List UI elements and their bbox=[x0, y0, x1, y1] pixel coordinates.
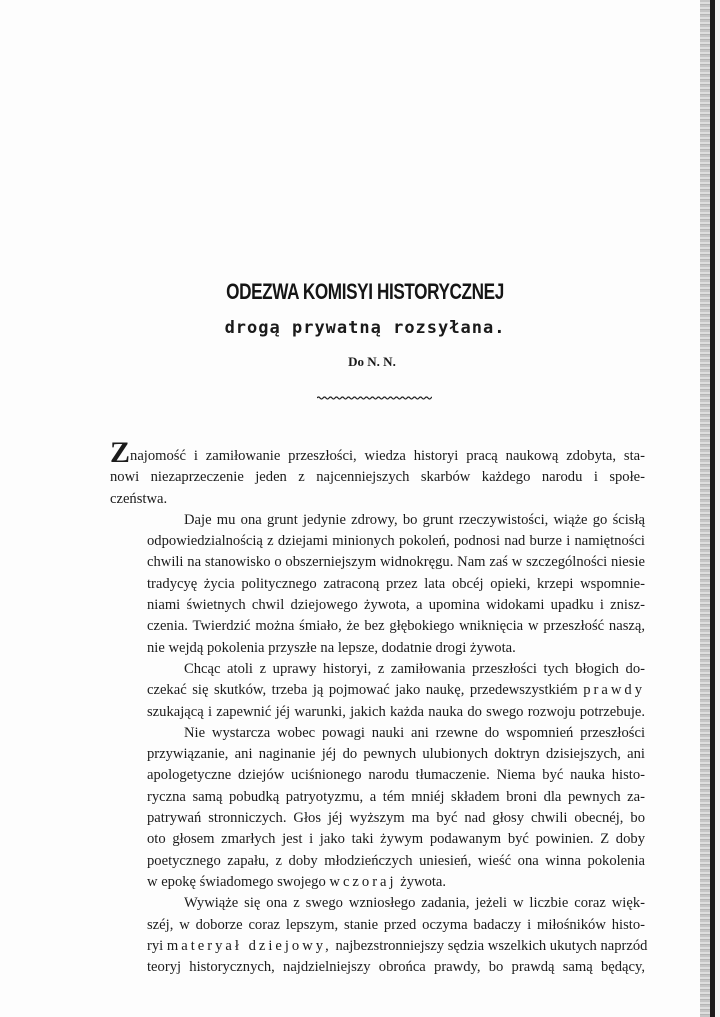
text-line: nie wejdą pokolenia przyszłe na lepsze, dodatnie drogi żywota. bbox=[147, 639, 516, 656]
text-line: patrywań stronniczych. Głos jéj wyższym ma być nad głosy chwili obecnéj, bo bbox=[147, 810, 645, 827]
text-line: odpowiedzialnością z dziejami minionych pokoleń, podnosi nad burze i namiętności bbox=[147, 533, 645, 550]
text-line: Wywiąże się ona z swego wzniosłego zadania, jeżeli w liczbie coraz więk- bbox=[184, 895, 645, 912]
text-line: w epokę świadomego swojego wczoraj żywota. bbox=[147, 873, 447, 890]
paragraph-1 bbox=[110, 436, 645, 510]
wavy-rule-path bbox=[317, 397, 432, 399]
text-line: chwili na stanowisko o obszerniejszym widnokręgu. Nam zaś w szczególności niesie bbox=[147, 554, 645, 571]
addressee-line: Do N. N. bbox=[348, 354, 396, 369]
document-subtitle: drogą prywatną rozsyłana. bbox=[224, 318, 506, 338]
text-line: niami świetnych chwil dziejowego żywota, a upomina widokami upadku i znisz- bbox=[147, 597, 645, 614]
text-line: Daje mu ona grunt jedynie zdrowy, bo grunt rzeczywistości, wiąże go ścisłą bbox=[184, 511, 645, 528]
wavy-rule-ornament bbox=[317, 393, 432, 403]
paragraph-4 bbox=[110, 723, 645, 893]
text-line: oto głosem zmarłych jest i jako taki żywym podawanym być powinien. Z doby bbox=[147, 831, 645, 848]
page-binding-edge bbox=[700, 0, 720, 1017]
text-line: ryi materyał dziejowy, najbezstronniejszy sędzia wszelkich ukutych naprzód bbox=[147, 937, 648, 954]
text-line: Nie wystarcza wobec powagi nauki ani rzewne do wspomnień przeszłości bbox=[184, 724, 645, 741]
edge-outer-margin bbox=[715, 0, 720, 1017]
text-line: Znajomość i zamiłowanie przeszłości, wiedza historyi pracą naukową zdobyta, sta- bbox=[110, 436, 645, 469]
text-line: szukającą i zapewnić jéj warunki, jakich każda nauka do swego rozwoju potrzebuje. bbox=[147, 703, 645, 720]
text-line: tradycyę życia politycznego zatraconą przez lata obcéj opieki, krzepi wspomnie- bbox=[147, 575, 645, 592]
text-line: poetycznego zapału, z doby młodzieńczych uniesień, wieść ona winna pokolenia bbox=[147, 852, 645, 869]
document-title: ODEZWA KOMISYI HISTORYCZNEJ bbox=[226, 279, 504, 304]
text-line: apologetyczne dziejów uciśnionego narodu tłumaczenie. Niema być nauka histo- bbox=[147, 767, 645, 784]
text-line: Chcąc atoli z uprawy historyi, z zamiłowania przeszłości tych błogich do- bbox=[184, 660, 645, 677]
paragraph-2 bbox=[110, 510, 645, 659]
spaced-emphasis: prawdy bbox=[583, 682, 645, 699]
text-line: széj, w doborze coraz lepszym, stanie przed oczyma badaczy i miłośników histo- bbox=[147, 916, 645, 933]
text-line: nowi niezaprzeczenie jeden z najcenniejszych skarbów każdego narodu i społe- bbox=[110, 469, 645, 486]
paragraph-5 bbox=[110, 893, 648, 978]
text-line: czeństwa. bbox=[110, 490, 168, 507]
text-line: ryczna samą pobudką patryotyzmu, a tém mniéj składem broni dla pewnych za- bbox=[147, 788, 645, 805]
spaced-emphasis: wczoraj bbox=[329, 873, 397, 890]
text-line: przywiązanie, ani naginanie jéj do pewnych ulubionych doktryn dzisiejszych, ani bbox=[147, 746, 645, 763]
text-line: teoryj historycznych, najdzielniejszy obrońca prawdy, bo prawdą samą będący, bbox=[147, 959, 645, 976]
paragraph-3 bbox=[110, 659, 645, 723]
text-line: czekać się skutków, trzeba ją pojmować jako naukę, przedewszystkiém prawdy bbox=[147, 682, 645, 699]
document-body bbox=[110, 436, 648, 978]
drop-cap: Z bbox=[110, 436, 131, 469]
spaced-emphasis: materyał dziejowy, bbox=[166, 937, 332, 954]
text-line: czenia. Twierdzić można śmiało, że bez głębokiego wniknięcia w przeszłość naszą, bbox=[147, 618, 645, 635]
